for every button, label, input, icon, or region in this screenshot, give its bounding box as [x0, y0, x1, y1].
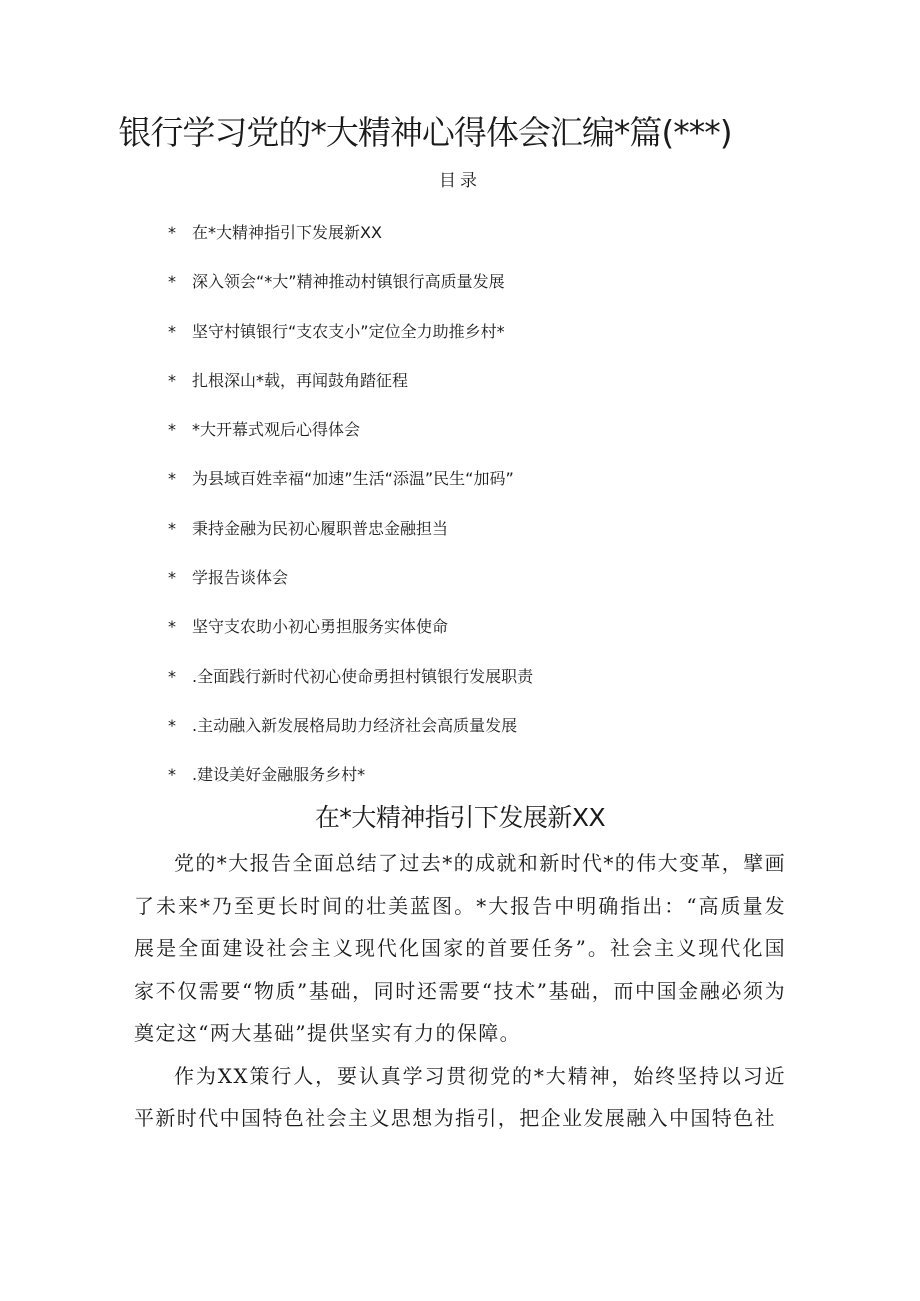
bullet-icon: * [168, 568, 176, 588]
toc-heading: 目录 [439, 171, 481, 191]
toc-item[interactable] [168, 612, 533, 661]
bullet-icon: * [168, 272, 176, 292]
toc-item[interactable] [168, 711, 533, 760]
toc-item-label: .建设美好金融服务乡村* [192, 765, 366, 785]
section-title: 在*大精神指引下发展新XX [314, 803, 606, 832]
paragraph: 作为XX策行人，要认真学习贯彻党的*大精神，始终坚持以习近平新时代中国特色社会主义思想为指引，把企业发展融入中国特色社 [134, 1063, 786, 1130]
toc-item-label: 坚守村镇银行“支农支小”定位全力助推乡村* [192, 321, 505, 341]
document-title: 银行学习党的*大精神心得体会汇编*篇(***) [118, 113, 732, 152]
toc-item[interactable] [168, 366, 533, 415]
toc-item-label: .主动融入新发展格局助力经济社会高质量发展 [192, 715, 518, 735]
toc-item[interactable] [168, 267, 533, 316]
toc-item-label: *大开幕式观后心得体会 [192, 420, 361, 440]
toc-item-label: 秉持金融为民初心履职普忠金融担当 [192, 518, 449, 538]
bullet-icon: * [168, 666, 176, 686]
bullet-icon: * [168, 765, 176, 785]
toc-item-label: 扎根深山*载，再闻鼓角踏征程 [192, 370, 409, 390]
toc-item-label: 在*大精神指引下发展新XX [192, 223, 382, 242]
bullet-icon: * [168, 223, 176, 242]
bullet-icon: * [168, 370, 176, 390]
paragraph: 党的*大报告全面总结了过去*的成就和新时代*的伟大变革，擘画了未来*乃至更长时间的壮美蓝图。*大报告中明确指出：“高质量发展是全面建设社会主义现代化国家的首要任务”。社会主义现代化国家不仅需要“物质”基础，同时还需要“技术”基础，而中国金融必须为奠定这“两大基础”提供坚实有力的保障。 [134, 851, 786, 1045]
body-text [134, 842, 786, 1140]
toc-item[interactable] [168, 514, 533, 563]
table-of-contents [168, 218, 533, 810]
toc-item-label: 坚守支农助小初心勇担服务实体使命 [192, 617, 449, 637]
toc-item-label: 深入领会“*大”精神推动村镇银行高质量发展 [192, 272, 505, 292]
bullet-icon: * [168, 518, 176, 538]
toc-item[interactable] [168, 415, 533, 464]
bullet-icon: * [168, 617, 176, 637]
toc-item[interactable] [168, 563, 533, 612]
bullet-icon: * [168, 469, 176, 489]
bullet-icon: * [168, 420, 176, 440]
toc-item[interactable] [168, 218, 533, 267]
bullet-icon: * [168, 321, 176, 341]
toc-item-label: 学报告谈体会 [192, 568, 289, 588]
toc-item[interactable] [168, 317, 533, 366]
toc-item-label: 为县域百姓幸福“加速”生活“添温”民生“加码” [192, 469, 514, 489]
toc-item-label: .全面践行新时代初心使命勇担村镇银行发展职责 [192, 666, 534, 686]
toc-item[interactable] [168, 662, 533, 711]
bullet-icon: * [168, 715, 176, 735]
toc-item[interactable] [168, 464, 533, 513]
